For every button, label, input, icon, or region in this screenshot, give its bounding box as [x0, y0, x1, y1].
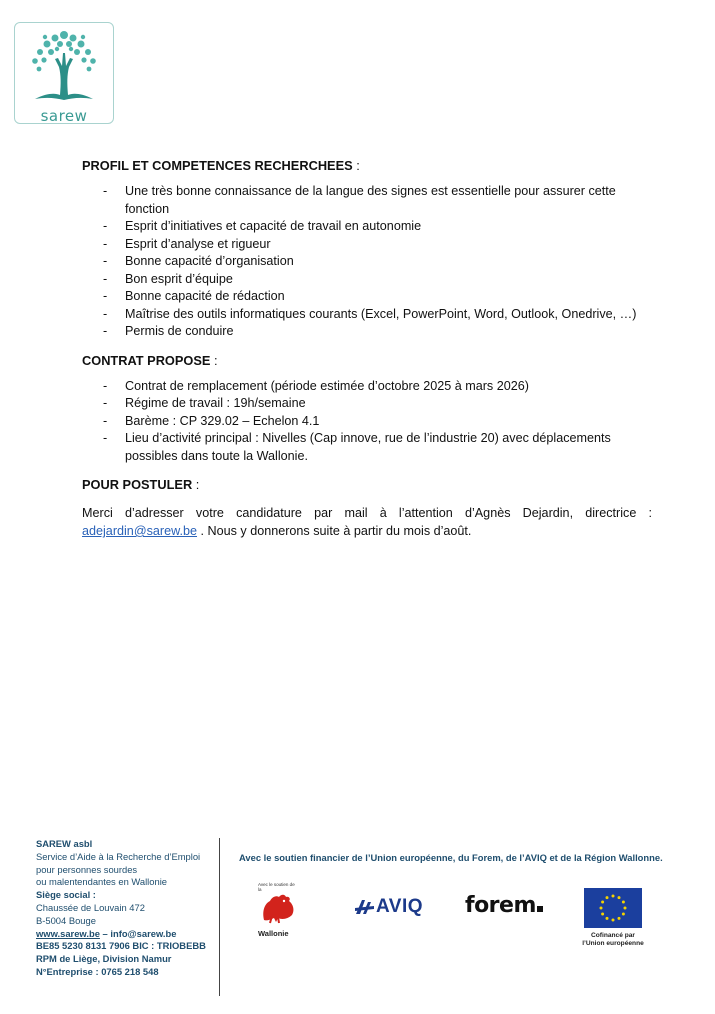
list-item: - Permis de conduire	[82, 323, 652, 341]
wallonie-name: Wallonie	[258, 929, 289, 938]
sarew-logo	[14, 22, 114, 124]
tree-icon	[15, 23, 113, 107]
job-offer-content	[82, 158, 652, 540]
profile-colon: :	[352, 158, 360, 173]
list-item: - Esprit d’analyse et rigueur	[82, 236, 652, 254]
bank-info: BE85 5230 8131 7906 BIC : TRIOBEBB	[36, 940, 206, 952]
apply-paragraph	[82, 504, 652, 540]
profile-heading	[82, 158, 652, 173]
enterprise-number: N°Entreprise : 0765 218 548	[36, 965, 159, 977]
aviq-mark-icon	[354, 896, 376, 918]
list-item: - Contrat de remplacement (période estimée d’octobre 2025 à mars 2026)	[82, 378, 652, 396]
contact-separator: –	[99, 927, 111, 939]
org-info	[36, 838, 216, 979]
wallonie-logo	[258, 882, 298, 938]
profile-title: PROFIL ET COMPETENCES RECHERCHEES	[82, 158, 353, 173]
eu-caption-line: Cofinancé par	[591, 932, 635, 939]
address-line: B-5004 Bouge	[36, 914, 96, 926]
aviq-text: AVIQ	[376, 896, 424, 917]
list-item: - Barème : CP 329.02 – Echelon 4.1	[82, 413, 652, 431]
footer	[0, 838, 715, 998]
eu-caption-line: l’Union européenne	[582, 940, 644, 947]
contract-colon: :	[210, 352, 218, 368]
apply-text-after: . Nous y donnerons suite à partir du mois d’août.	[197, 524, 472, 538]
org-desc: ou malentendantes en Wallonie	[36, 876, 167, 888]
org-desc: pour personnes sourdes	[36, 863, 138, 875]
org-name: SAREW asbl	[36, 838, 93, 849]
seat-label: Siège social :	[36, 889, 96, 901]
footer-divider	[219, 838, 220, 996]
wallonie-small-text: Avec le soutien de la	[258, 882, 295, 892]
contract-list	[82, 378, 652, 466]
list-item: - Esprit d’initiatives et capacité de travail en autonomie	[82, 218, 652, 236]
eu-flag-icon	[584, 888, 642, 928]
forem-dot	[537, 906, 543, 912]
contract-heading	[82, 353, 652, 368]
apply-colon: :	[192, 477, 200, 492]
list-item: - Bonne capacité de rédaction	[82, 288, 652, 306]
list-item: - Maîtrise des outils informatiques courants (Excel, PowerPoint, Word, Outlook, Onedrive, …)	[82, 306, 652, 324]
logo-wordmark: sarew	[40, 107, 88, 125]
rpm-info: RPM de Liège, Division Namur	[36, 953, 172, 965]
apply-email-link[interactable]: adejardin@sarew.be	[82, 524, 198, 538]
eu-caption	[578, 932, 648, 948]
address-line: Chaussée de Louvain 472	[36, 901, 145, 913]
list-item: - Bon esprit d’équipe	[82, 271, 652, 289]
aviq-logo	[354, 896, 423, 918]
list-item: - Régime de travail : 19h/semaine	[82, 395, 652, 413]
profile-list	[82, 183, 652, 341]
footer-email: info@sarew.be	[110, 927, 177, 939]
rooster-icon	[258, 892, 298, 924]
apply-text-before: Merci d’adresser votre candidature par mail à l’attention d’Agnès Dejardin, directrice :	[82, 506, 652, 520]
apply-heading	[82, 477, 652, 492]
contact-line	[36, 928, 216, 941]
forem-text: forem	[465, 893, 536, 918]
support-statement: Avec le soutien financier de l’Union européenne, du Forem, de l’AVIQ et de la Région Wallonne.	[239, 852, 663, 863]
website-link[interactable]: www.sarew.be	[36, 927, 100, 939]
list-item: - Bonne capacité d’organisation	[82, 253, 652, 271]
contract-title: CONTRAT PROPOSE	[82, 352, 211, 368]
list-item: - Une très bonne connaissance de la langue des signes est essentielle pour assurer cette fonction	[82, 183, 652, 218]
org-desc: Service d’Aide à la Recherche d’Emploi	[36, 850, 201, 862]
forem-logo	[465, 893, 543, 918]
eu-logo	[578, 888, 648, 948]
apply-title: POUR POSTULER	[82, 477, 193, 492]
list-item: - Lieu d’activité principal : Nivelles (Cap innove, rue de l’industrie 20) avec déplacements possibles dans toute la Wallonie.	[82, 430, 652, 465]
